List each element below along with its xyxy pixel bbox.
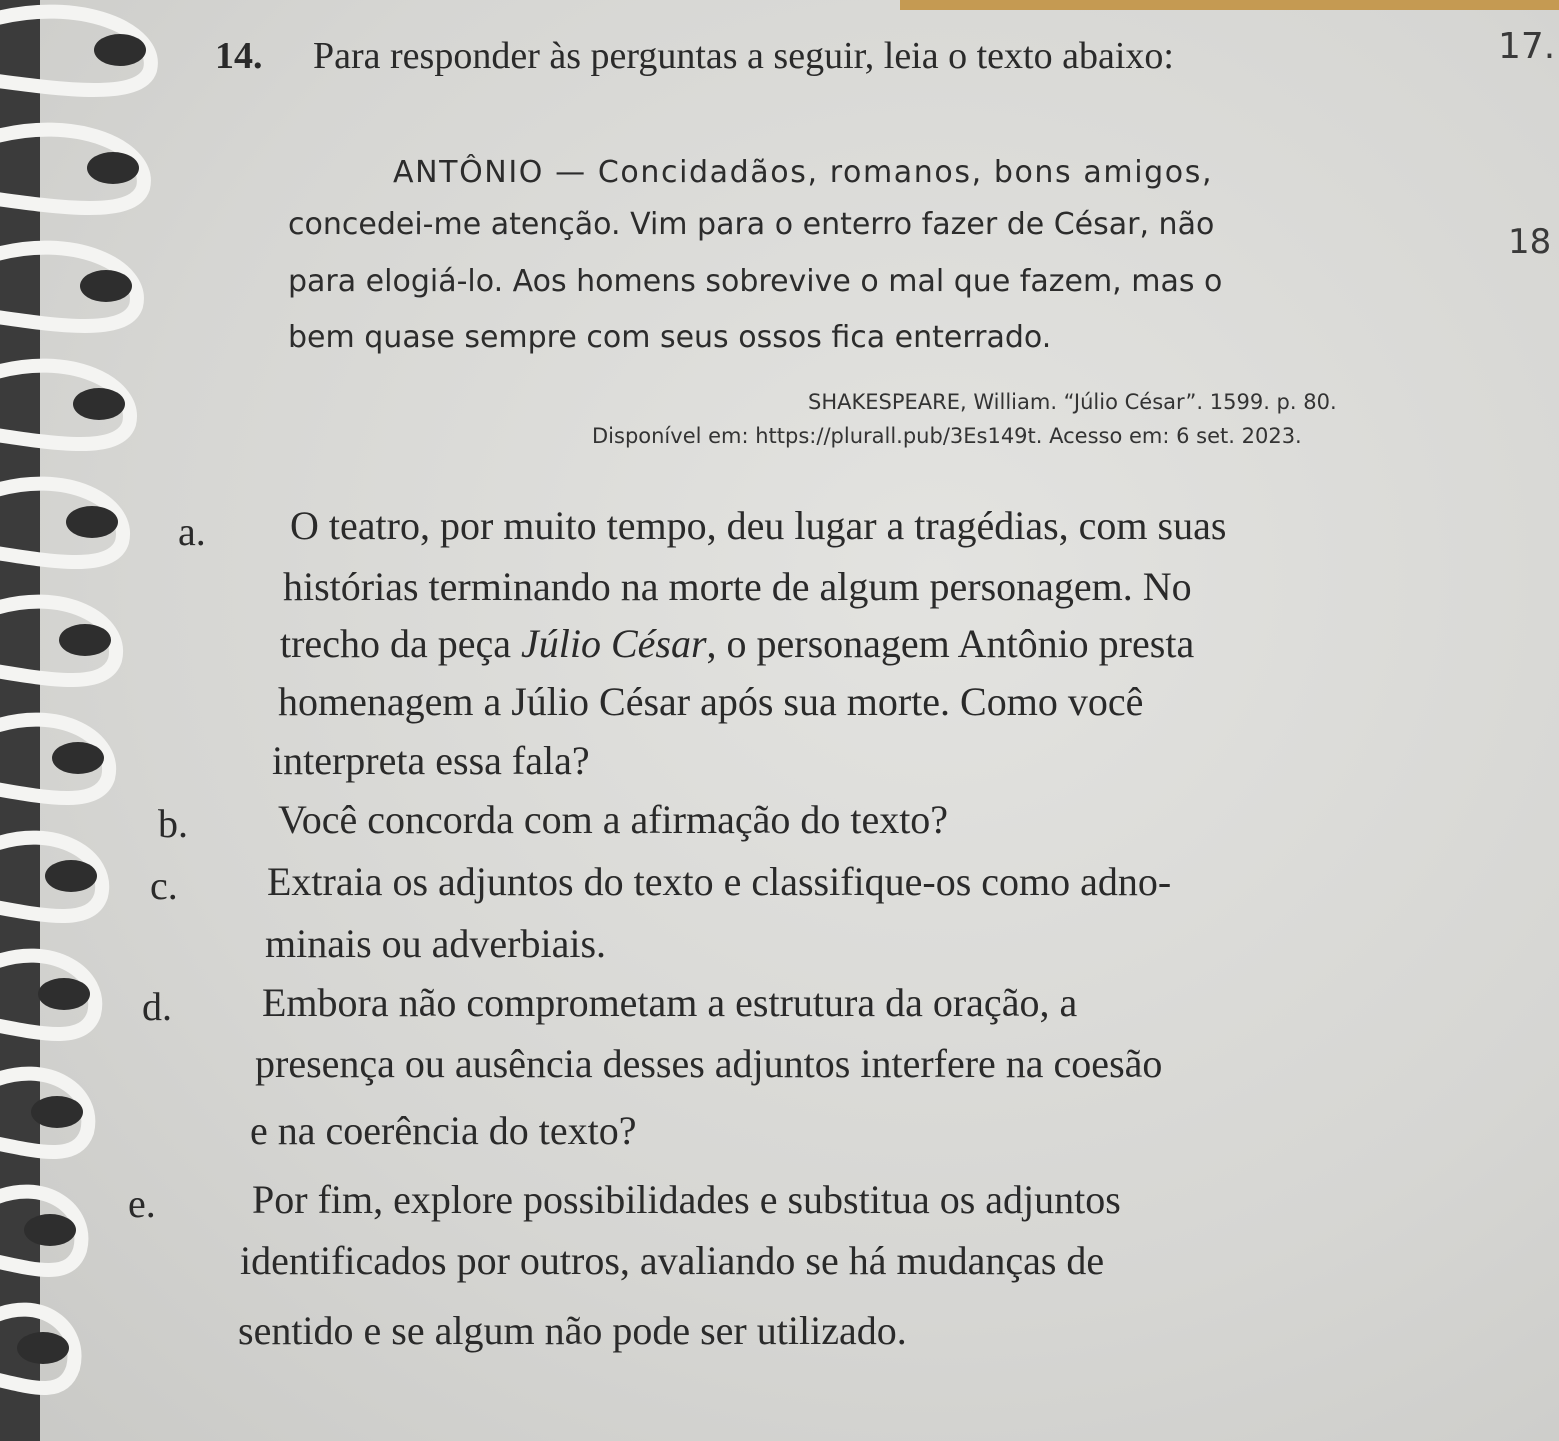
item-e-line: Por fim, explore possibilidades e substitua os adjuntos	[252, 1177, 1121, 1222]
binding-hole	[31, 1096, 83, 1128]
item-letter-e: e.	[128, 1181, 156, 1226]
item-e-line: identificados por outros, avaliando se há mudanças de	[240, 1238, 1105, 1283]
item-letter-c: c.	[150, 863, 178, 908]
item-letter-a: a.	[178, 509, 206, 554]
binding-hole	[94, 34, 146, 66]
item-a-line: homenagem a Júlio César após sua morte. Como você	[278, 679, 1144, 724]
item-letter-d: d.	[142, 984, 172, 1029]
binding-hole	[80, 270, 132, 302]
binding-hole	[52, 742, 104, 774]
question-title: Para responder às perguntas a seguir, leia o texto abaixo:	[313, 35, 1174, 77]
item-a-line: O teatro, por muito tempo, deu lugar a tragédias, com suas	[290, 503, 1227, 548]
item-d-line: Embora não comprometam a estrutura da oração, a	[262, 980, 1078, 1025]
binding-hole	[87, 152, 139, 184]
binding-hole	[73, 388, 125, 420]
item-a-text: , o personagem Antônio presta	[706, 621, 1195, 666]
side-number-top: 17.	[1498, 26, 1556, 67]
question-number: 14.	[215, 35, 263, 77]
quote-line: para elogiá-lo. Aos homens sobrevive o mal que fazem, mas o	[288, 264, 1223, 299]
item-a-line: interpreta essa fala?	[272, 738, 590, 783]
play-title: Júlio César	[520, 621, 707, 666]
quote-reference: Disponível em: https://plurall.pub/3Es149t. Acesso em: 6 set. 2023.	[592, 424, 1302, 448]
binding-hole	[17, 1332, 69, 1364]
quote-line: ANTÔNIO — Concidadãos, romanos, bons amigos,	[393, 155, 1214, 190]
quote-line: concedei-me atenção. Vim para o enterro fazer de César, não	[288, 207, 1215, 242]
binding-hole	[24, 1214, 76, 1246]
item-letter-b: b.	[158, 801, 188, 846]
binding-hole	[38, 978, 90, 1010]
item-e-line: sentido e se algum não pode ser utilizado.	[238, 1308, 907, 1353]
item-c-line: minais ou adverbiais.	[265, 921, 607, 966]
item-d-line: presença ou ausência desses adjuntos interfere na coesão	[255, 1041, 1163, 1086]
page-edge-strip	[900, 0, 1559, 10]
binding-hole	[66, 506, 118, 538]
binding-hole	[59, 624, 111, 656]
item-c-line: Extraia os adjuntos do texto e classifique-os como adno-	[267, 859, 1172, 904]
quote-reference: SHAKESPEARE, William. “Júlio César”. 1599. p. 80.	[808, 390, 1337, 414]
item-b-line: Você concorda com a afirmação do texto?	[278, 797, 949, 842]
item-a-line: histórias terminando na morte de algum personagem. No	[283, 564, 1192, 609]
item-a-text: trecho da peça	[280, 621, 521, 666]
item-d-line: e na coerência do texto?	[250, 1108, 637, 1153]
side-number-middle: 18	[1508, 222, 1552, 262]
quote-line: bem quase sempre com seus ossos fica enterrado.	[288, 320, 1052, 355]
item-a-line	[280, 620, 1194, 667]
binding-hole	[45, 860, 97, 892]
